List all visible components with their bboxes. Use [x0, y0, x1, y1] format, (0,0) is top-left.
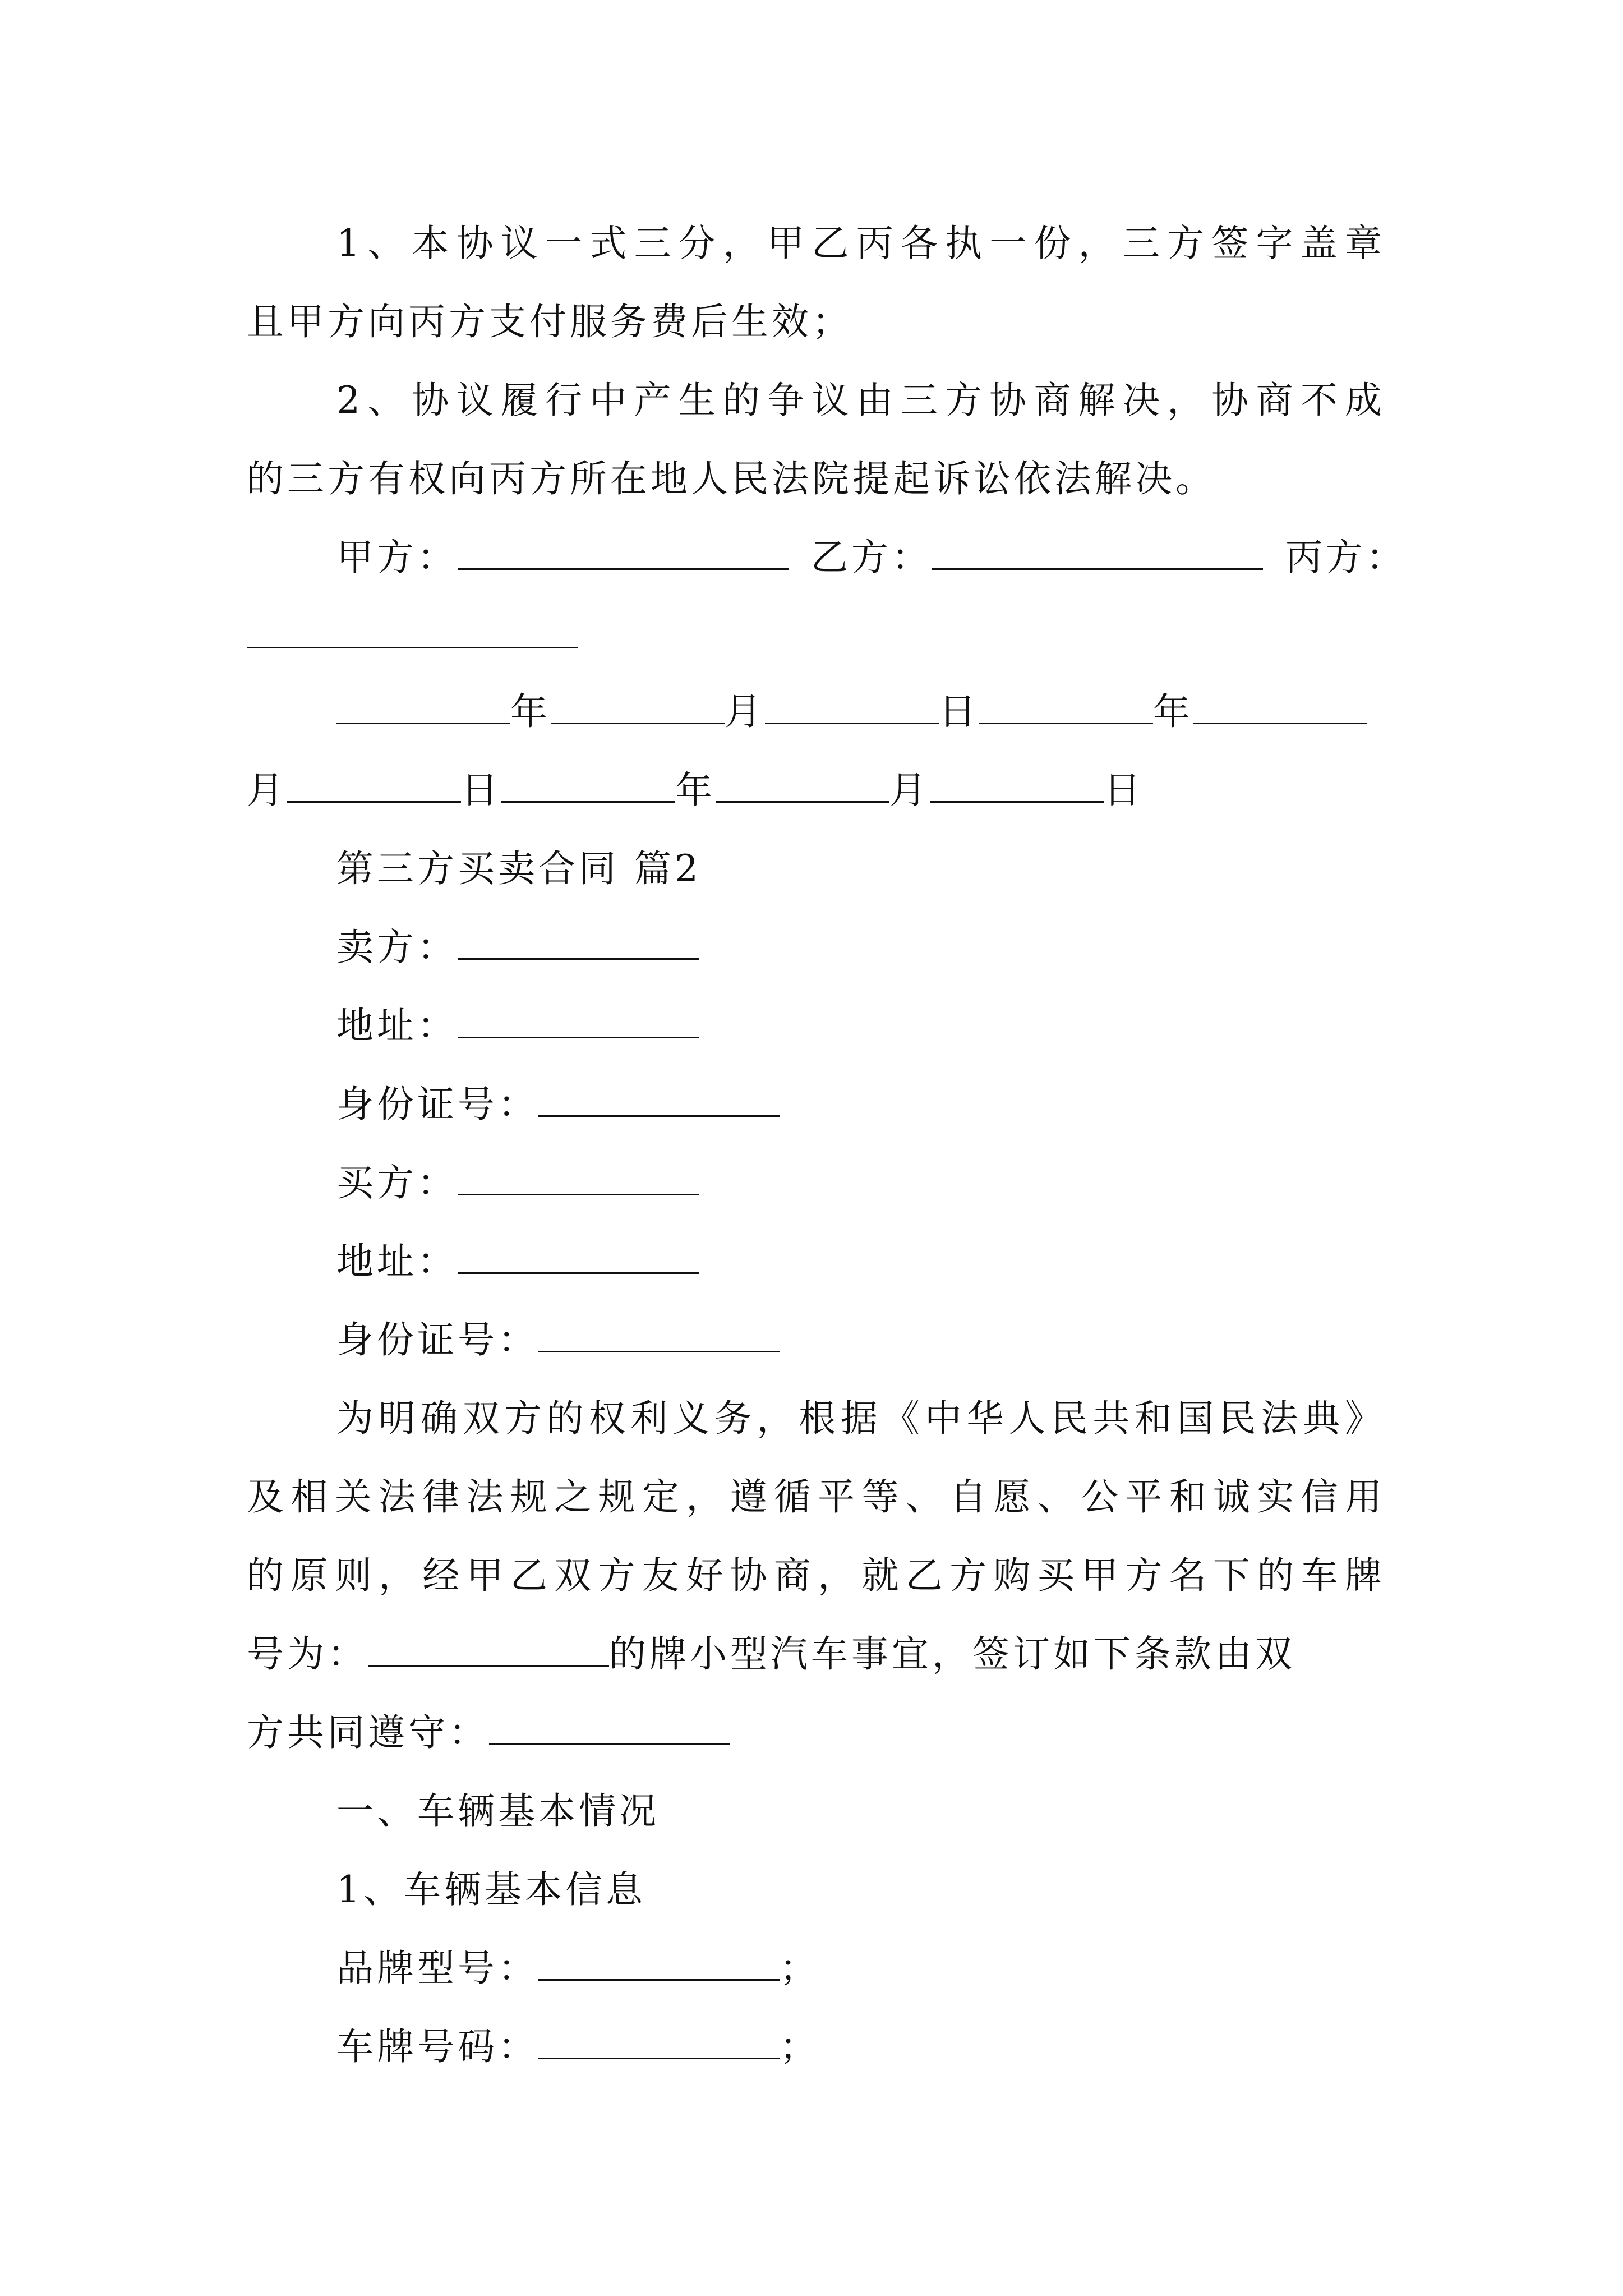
- buyer-address-blank: [458, 1233, 699, 1274]
- party-c-blank-row: [247, 597, 1385, 674]
- month-label: 月: [889, 769, 930, 812]
- day-label: 日: [461, 769, 501, 812]
- date-blank: [1193, 683, 1367, 724]
- section-1-title: 一、车辆基本情况: [336, 1789, 660, 1833]
- year-label: 年: [510, 690, 551, 733]
- brand-label: 品牌型号：: [336, 1947, 538, 1990]
- party-c-blank: [247, 608, 578, 648]
- intro-line-4-post: 的牌小型汽车事宜，签订如下条款由双: [609, 1632, 1295, 1676]
- contract-2-title: 第三方买卖合同 篇2: [336, 847, 702, 890]
- seller-id-blank: [538, 1076, 780, 1117]
- buyer-id-blank: [538, 1312, 780, 1352]
- buyer-address-label: 地址：: [336, 1240, 458, 1283]
- date-blank: [716, 762, 889, 803]
- date-blank: [765, 683, 939, 724]
- intro-line-1: 为明确双方的权利义务，根据《中华人民共和国民法典》: [336, 1397, 1385, 1440]
- buyer-blank: [458, 1154, 699, 1195]
- day-label: 日: [1104, 769, 1144, 812]
- year-label: 年: [1153, 690, 1193, 733]
- party-b-blank: [932, 529, 1263, 570]
- seller-address-label: 地址：: [336, 1004, 458, 1047]
- date-blank: [930, 762, 1104, 803]
- buyer-label: 买方：: [336, 1161, 458, 1204]
- plate-number-row: [336, 2008, 1475, 2085]
- date-blank: [501, 762, 675, 803]
- buyer-row: [336, 1144, 1475, 1221]
- seller-id-label: 身份证号：: [336, 1083, 538, 1126]
- date-blank: [551, 683, 725, 724]
- subsection-1-title: 1、车辆基本信息: [336, 1868, 646, 1911]
- seller-row: [336, 909, 1475, 986]
- intro-line-5-text: 方共同遵守：: [247, 1711, 489, 1754]
- date-blank: [979, 683, 1153, 724]
- intro-line-4: [247, 1616, 1385, 1692]
- date-blank: [336, 683, 510, 724]
- party-a-blank: [458, 529, 789, 570]
- date-row-1: [336, 673, 1385, 750]
- signature-row: [336, 519, 1407, 596]
- plate-blank: [538, 2018, 780, 2059]
- buyer-address-row: [336, 1223, 1475, 1300]
- date-blank: [287, 762, 461, 803]
- plate-semicolon: ；: [780, 2025, 820, 2068]
- date-row-2: [247, 752, 1385, 829]
- clause-1-line-2: 且甲方向丙方支付服务费后生效；: [247, 300, 852, 343]
- clause-1-line-1: 1、本协议一式三分，甲乙丙各执一份，三方签字盖章: [336, 222, 1385, 265]
- month-label: 月: [247, 769, 287, 812]
- month-label: 月: [725, 690, 765, 733]
- day-label: 日: [939, 690, 979, 733]
- intro-line-4-pre: 号为：: [247, 1632, 368, 1676]
- intro-line-5: [247, 1694, 1385, 1771]
- clause-2-line-1: 2、协议履行中产生的争议由三方协商解决，协商不成: [336, 379, 1385, 422]
- party-b-label: 乙方：: [811, 536, 932, 579]
- plate-label: 车牌号码：: [336, 2025, 538, 2068]
- seller-blank: [458, 919, 699, 960]
- intro-line-3: 的原则，经甲乙双方友好协商，就乙方购买甲方名下的车牌: [247, 1554, 1385, 1597]
- clause-2-line-2: 的三方有权向丙方所在地人民法院提起诉讼依法解决。: [247, 457, 1216, 500]
- buyer-id-row: [336, 1301, 1475, 1378]
- seller-id-row: [336, 1066, 1475, 1143]
- seller-label: 卖方：: [336, 926, 458, 969]
- party-c-label: 丙方：: [1285, 536, 1407, 579]
- brand-blank: [538, 1940, 780, 1981]
- intro-line-5-blank: [489, 1704, 730, 1745]
- seller-address-row: [336, 987, 1475, 1064]
- year-label: 年: [675, 769, 716, 812]
- brand-model-row: [336, 1930, 1475, 2007]
- plate-number-blank: [368, 1626, 609, 1667]
- buyer-id-label: 身份证号：: [336, 1318, 538, 1361]
- brand-semicolon: ；: [780, 1947, 820, 1990]
- intro-line-2: 及相关法律法规之规定，遵循平等、自愿、公平和诚实信用: [247, 1475, 1385, 1519]
- party-a-label: 甲方：: [336, 536, 458, 579]
- seller-address-blank: [458, 997, 699, 1038]
